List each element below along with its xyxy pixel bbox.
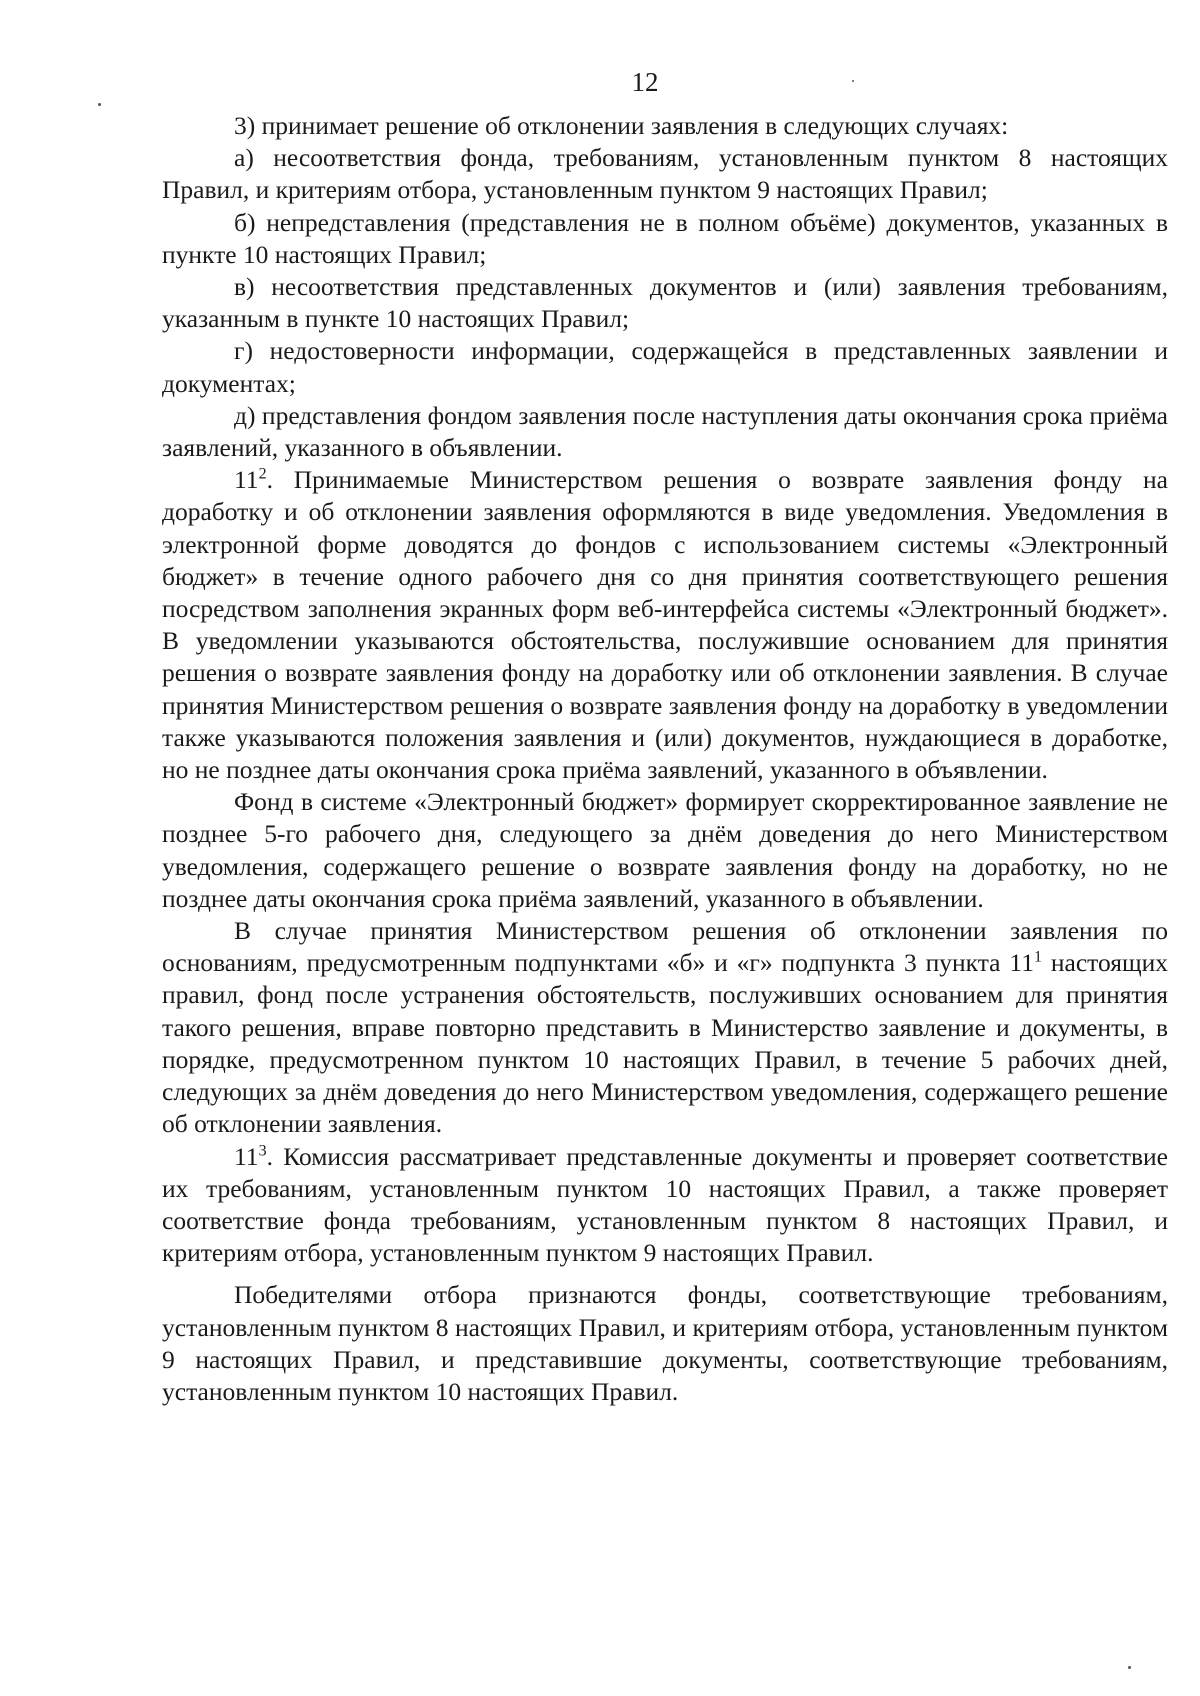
- clause-number: 11: [234, 465, 259, 495]
- paragraph-winners: [162, 1279, 1168, 1408]
- clause-superscript: 2: [258, 465, 267, 483]
- scan-speck: [1128, 1666, 1131, 1669]
- paragraph-text: Победителями отбора признаются фонды, соответствующие требованиям, установленным пунктом 8 настоящих Правил, и критериям отбора, установленным пунктом 9 настоящих Правил, и представившие документы, соответствующие требованиям, установленным пунктом 10 настоящих Правил.: [162, 1280, 1168, 1406]
- paragraph-rejection-intro: [162, 110, 1168, 142]
- document-body: [162, 110, 1168, 1408]
- scan-speck: [852, 80, 854, 82]
- paragraph-item-v: [162, 271, 1168, 335]
- paragraph-text: Фонд в системе «Электронный бюджет» формирует скорректированное заявление не позднее 5-го рабочего дня, следующего за днём доведения до него Министерством уведомления, содержащего решение о возврате заявления фонду на доработку, но не позднее даты окончания срока приёма заявлений, указанного в объявлении.: [162, 787, 1168, 913]
- clause-number: 11: [234, 1141, 259, 1171]
- scan-speck: [98, 103, 101, 106]
- page-number: 12: [631, 67, 659, 97]
- paragraph-clause-11-3: [162, 1141, 1168, 1270]
- paragraph-text-tail: настоящих правил, фонд после устранения обстоятельств, послуживших основанием для принятия такого решения, вправе повторно представить в Министерство заявление и документы, в порядке, предусмотренном пунктом 10 настоящих Правил, в течение 5 рабочих дней, следующих за днём доведения до него Министерством уведомления, содержащего решение об отклонении заявления.: [162, 948, 1168, 1139]
- paragraph-text: в) несоответствия представленных документов и (или) заявления требованиям, указанным в пункте 10 настоящих Правил;: [162, 272, 1168, 334]
- paragraph-text: . Комиссия рассматривает представленные документы и проверяет соответствие их требованиям, установленным пунктом 10 настоящих Правил, а также проверяет соответствие фонда требованиям, установленным пунктом 8 настоящих Правил, и критериям отбора, установленным пунктом 9 настоящих Правил.: [162, 1141, 1168, 1268]
- paragraph-text: г) недостоверности информации, содержащейся в представленных заявлении и документах;: [162, 336, 1168, 398]
- paragraph-text: б) непредставления (представления не в полном объёме) документов, указанных в пункте 10 настоящих Правил;: [162, 207, 1168, 269]
- paragraph-clause-11-2: [162, 464, 1168, 786]
- paragraph-text: В случае принятия Министерством решения об отклонении заявления по основаниям, предусмотренным подпунктами «б» и «г» подпункта 3 пункта 11: [162, 916, 1168, 978]
- paragraph-item-d: [162, 400, 1168, 464]
- paragraph-text: а) несоответствия фонда, требованиям, установленным пунктом 8 настоящих Правил, и критериям отбора, установленным пунктом 9 настоящих Правил;: [162, 143, 1168, 205]
- paragraph-item-a: [162, 142, 1168, 206]
- paragraph-fund-correction: [162, 786, 1168, 915]
- paragraph-item-g: [162, 335, 1168, 399]
- paragraph-resubmission: [162, 915, 1168, 1140]
- paragraph-text: . Принимаемые Министерством решения о возврате заявления фонду на доработку и об отклонении заявления оформляются в виде уведомления. Уведомления в электронной форме доводятся до фондов с использованием системы «Электронный бюджет» в течение одного рабочего дня со дня принятия соответствующего решения посредством заполнения экранных форм веб-интерфейса системы «Электронный бюджет». В уведомлении указываются обстоятельства, послужившие основанием для принятия решения о возврате заявления фонду на доработку или об отклонении заявления. В случае принятия Министерством решения о возврате заявления фонду на доработку в уведомлении также указываются положения заявления и (или) документов, нуждающиеся в доработке, но не позднее даты окончания срока приёма заявлений, указанного в объявлении.: [162, 465, 1168, 785]
- paragraph-item-b: [162, 207, 1168, 271]
- clause-superscript: 1: [1033, 948, 1042, 966]
- paragraph-text: д) представления фондом заявления после наступления даты окончания срока приёма заявлений, указанного в объявлении.: [162, 400, 1168, 463]
- clause-superscript: 3: [258, 1142, 267, 1159]
- paragraph-text: 3) принимает решение об отклонении заявления в следующих случаях:: [234, 111, 1009, 140]
